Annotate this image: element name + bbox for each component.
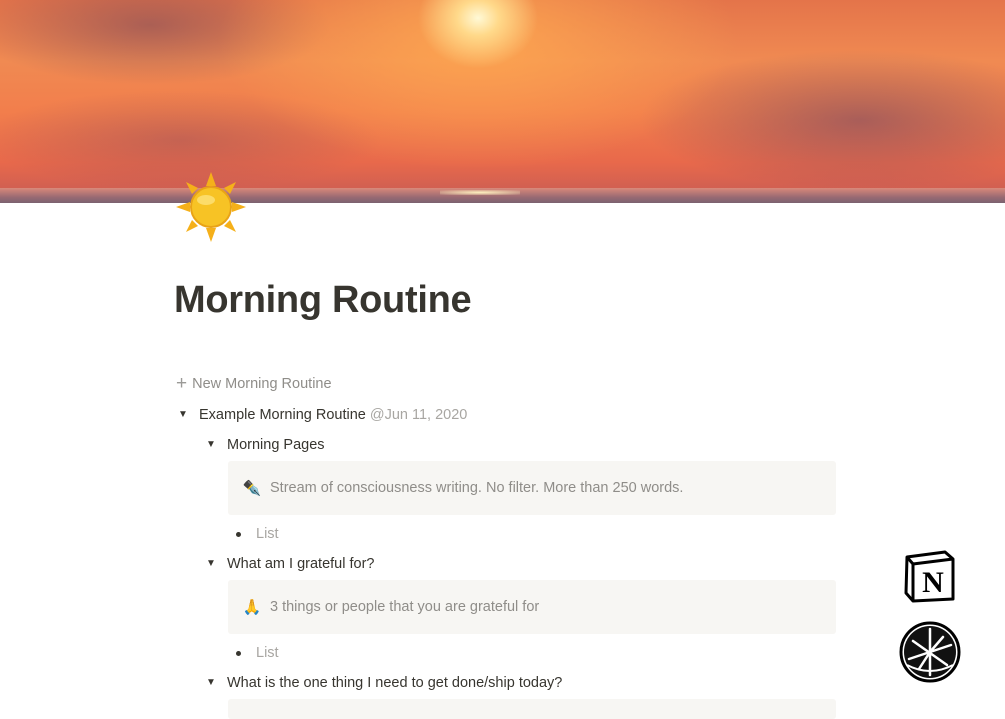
callout-text[interactable]: Stream of consciousness writing. No filter. More than 250 words. bbox=[270, 480, 684, 496]
plus-icon: + bbox=[176, 373, 188, 394]
toggle-triangle-icon[interactable]: ▼ bbox=[178, 409, 188, 420]
bullet-icon bbox=[236, 532, 241, 537]
toggle-triangle-icon[interactable]: ▼ bbox=[206, 677, 216, 688]
sun-emoji-icon[interactable] bbox=[174, 170, 248, 244]
callout-morning-pages[interactable] bbox=[228, 461, 836, 515]
callout-text[interactable]: 3 things or people that you are grateful for bbox=[270, 599, 540, 615]
new-morning-routine-button[interactable] bbox=[176, 372, 332, 396]
toggle-example-routine[interactable] bbox=[176, 403, 467, 427]
toggle-grateful[interactable] bbox=[204, 552, 374, 576]
callout-grateful[interactable] bbox=[228, 580, 836, 634]
cover-image[interactable] bbox=[0, 0, 1005, 203]
notion-letter: N bbox=[922, 566, 944, 599]
list-item[interactable] bbox=[236, 522, 279, 546]
tree-circle-logo-icon bbox=[899, 621, 961, 683]
folded-hands-icon: 🙏 bbox=[242, 599, 262, 616]
date-mention[interactable]: @Jun 11, 2020 bbox=[369, 407, 468, 423]
toggle-heading[interactable]: What am I grateful for? bbox=[227, 556, 375, 572]
toggle-one-thing[interactable] bbox=[204, 671, 562, 695]
toggle-triangle-icon[interactable]: ▼ bbox=[206, 439, 216, 450]
page-title[interactable]: Morning Routine bbox=[174, 279, 472, 321]
toggle-heading[interactable]: Morning Pages bbox=[227, 437, 325, 453]
list-item[interactable] bbox=[236, 641, 279, 665]
toggle-heading[interactable]: What is the one thing I need to get done/ship today? bbox=[227, 675, 563, 691]
list-placeholder[interactable]: List bbox=[256, 526, 279, 542]
toggle-triangle-icon[interactable]: ▼ bbox=[206, 558, 216, 569]
toggle-morning-pages[interactable] bbox=[204, 433, 325, 457]
callout-one-thing[interactable] bbox=[228, 699, 836, 719]
routine-title[interactable]: Example Morning Routine bbox=[199, 407, 366, 423]
cover-sun-reflection bbox=[440, 190, 520, 195]
notion-logo-icon bbox=[903, 549, 957, 603]
new-button-label: New Morning Routine bbox=[192, 376, 332, 392]
bullet-icon bbox=[236, 651, 241, 656]
list-placeholder[interactable]: List bbox=[256, 645, 279, 661]
pen-icon: ✒️ bbox=[242, 480, 262, 497]
